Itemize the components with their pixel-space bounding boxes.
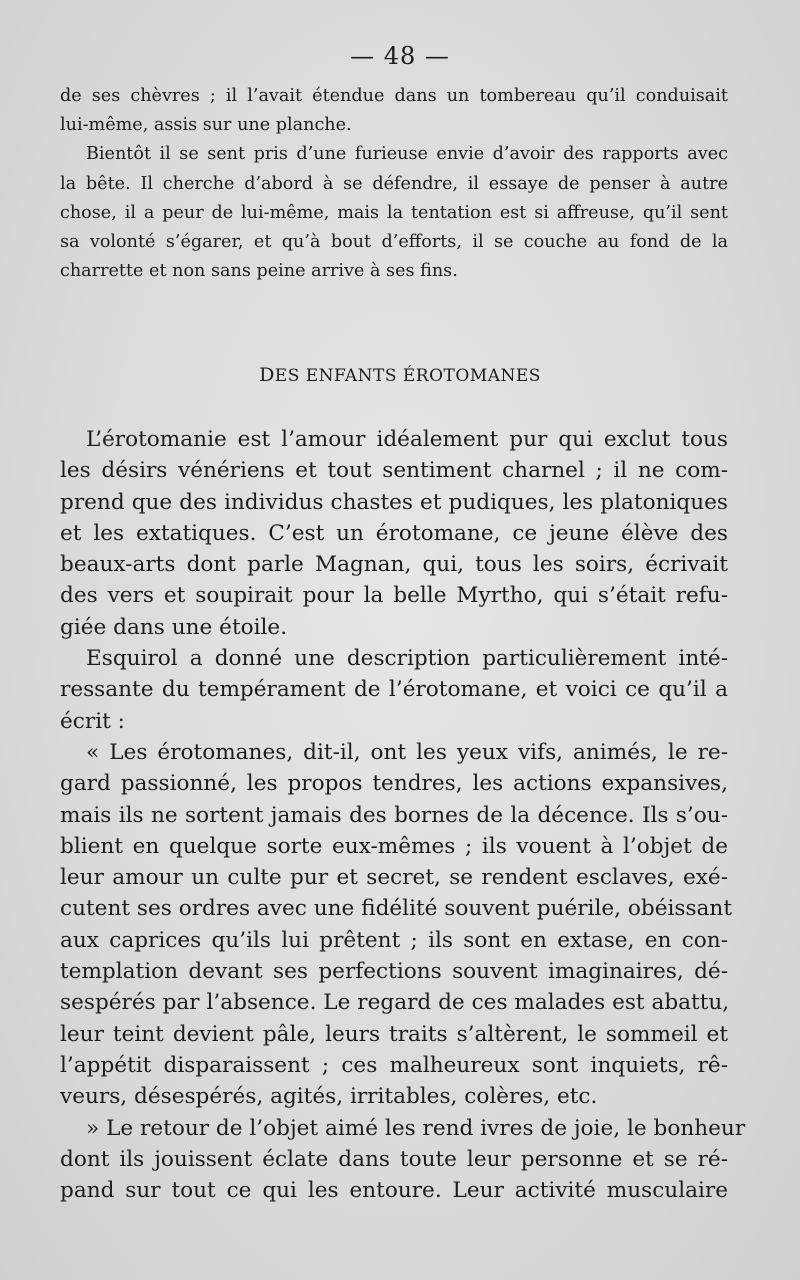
text-line: charrette et non sans peine arrive à ses fins.	[60, 261, 458, 282]
text-line: templation devant ses perfections souvent imaginaires, dé-	[60, 959, 728, 985]
text-line: aux caprices qu’ils lui prêtent ; ils sont en extase, en con-	[60, 927, 728, 953]
text-line: « Les érotomanes, dit-il, ont les yeux vifs, animés, le re-	[86, 739, 728, 765]
text-line: pand sur tout ce qui les entoure. Leur activité musculaire	[60, 1178, 728, 1204]
text-line: lui-même, assis sur une planche.	[60, 115, 352, 136]
text-line: leur amour un culte pur et secret, se rendent esclaves, exé-	[60, 865, 728, 891]
text-line: dont ils jouissent éclate dans toute leur personne et se ré-	[60, 1146, 728, 1172]
text-line: sespérés par l’absence. Le regard de ces malades est abattu,	[60, 990, 730, 1016]
text-line: la bête. Il cherche d’abord à se défendre, il essaye de penser à autre	[60, 173, 728, 194]
text-line: gard passionné, les propos tendres, les actions expansives,	[60, 771, 728, 797]
text-line: Bientôt il se sent pris d’une furieuse envie d’avoir des rapports avec	[86, 144, 728, 165]
text-line: l’appétit disparaissent ; ces malheureux sont inquiets, rê-	[60, 1052, 728, 1078]
main-paragraphs	[60, 424, 746, 1206]
section-heading-initial: D	[259, 364, 275, 386]
text-line: giée dans une étoile.	[60, 614, 288, 640]
intro-paragraphs	[60, 82, 728, 286]
text-line: sa volonté s’égarer, et qu’à bout d’efforts, il se couche au fond de la	[60, 232, 728, 253]
text-line: des vers et soupirait pour la belle Myrtho, qui s’était refu-	[60, 583, 728, 609]
text-line: prend que des individus chastes et pudiques, les platoniques	[60, 489, 728, 515]
section-heading	[0, 364, 800, 386]
text-line: Esquirol a donné une description particulièrement inté-	[86, 646, 728, 672]
text-line: chose, il a peur de lui-même, mais la tentation est si affreuse, qu’il sent	[60, 202, 728, 223]
text-line: ressante du tempérament de l’érotomane, et voici ce qu’il a	[60, 677, 728, 703]
text-line: beaux-arts dont parle Magnan, qui, tous les soirs, écrivait	[60, 552, 728, 578]
text-line: » Le retour de l’objet aimé les rend ivres de joie, le bonheur	[86, 1115, 746, 1141]
text-line: veurs, désespérés, agités, irritables, colères, etc.	[60, 1084, 598, 1110]
text-line: de ses chèvres ; il l’avait étendue dans un tombereau qu’il conduisait	[60, 86, 728, 106]
section-heading-rest: ES ENFANTS ÉROTOMANES	[274, 366, 541, 386]
text-line: écrit :	[60, 708, 125, 734]
text-line: mais ils ne sortent jamais des bornes de la décence. Ils s’ou-	[60, 802, 728, 828]
text-line: L’érotomanie est l’amour idéalement pur qui exclut tous	[86, 427, 728, 452]
text-line: cutent ses ordres avec une fidélité souvent puérile, obéissant	[60, 896, 733, 922]
text-line: leur teint devient pâle, leurs traits s’altèrent, le sommeil et	[60, 1021, 728, 1047]
text-line: et les extatiques. C’est un érotomane, ce jeune élève des	[60, 520, 728, 546]
page-number: — 48 —	[350, 42, 450, 70]
text-line: les désirs vénériens et tout sentiment charnel ; il ne com-	[60, 458, 728, 484]
text-line: blient en quelque sorte eux-mêmes ; ils vouent à l’objet de	[60, 833, 728, 859]
